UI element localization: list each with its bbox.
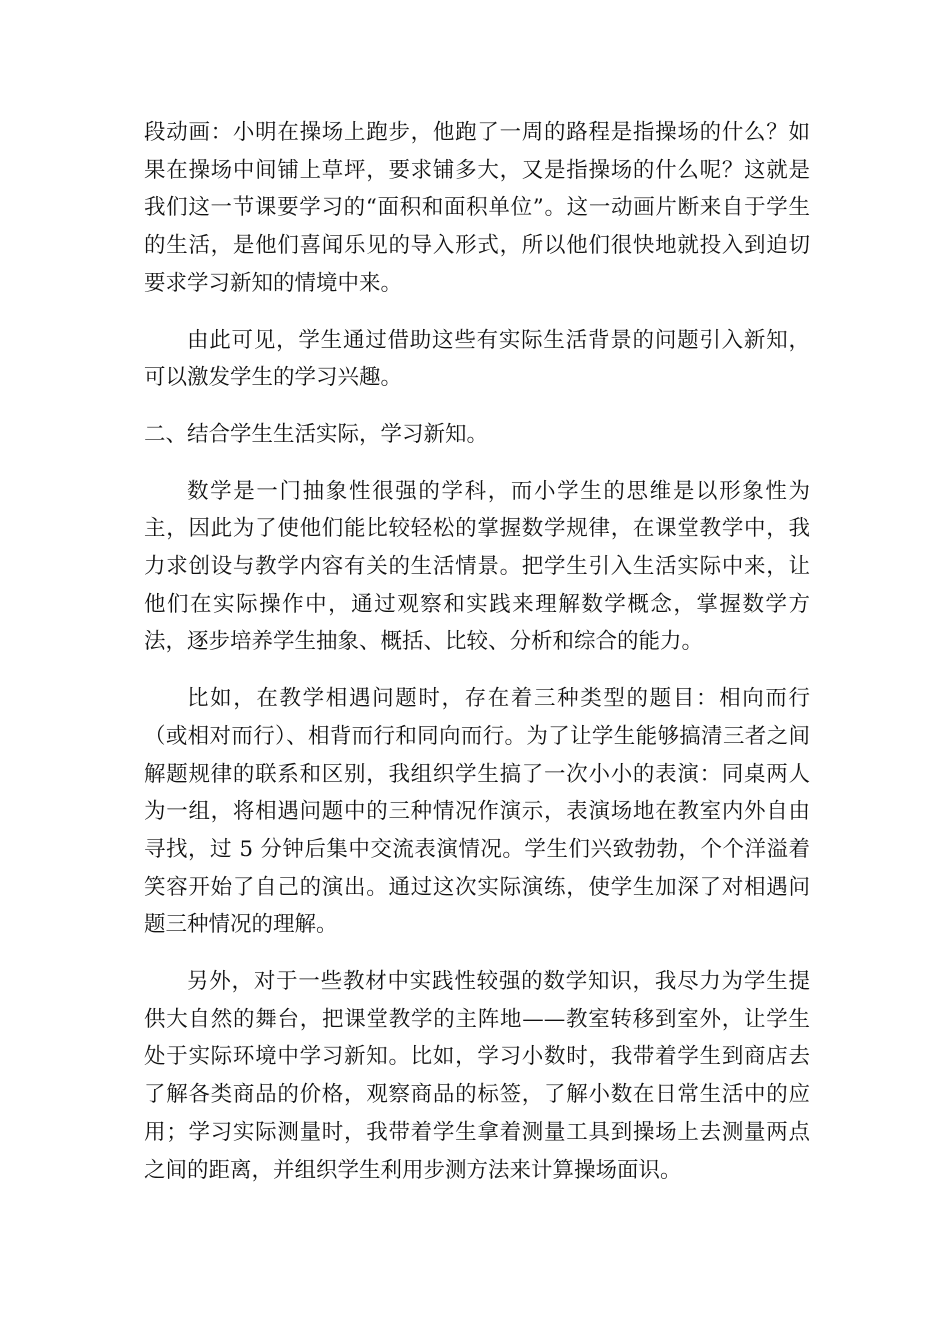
paragraph-abstract-math: 数学是一门抽象性很强的学科，而小学生的思维是以形象性为主，因此为了使他们能比较轻松的掌握数学规律，在课堂教学中，我力求创设与教学内容有关的生活情景。把学生引入生活实际中来，让他们在实际操作中，通过观察和实践来理解数学概念，掌握数学方法，逐步培养学生抽象、概括、比较、分析和综合的能力。 <box>144 478 810 655</box>
paragraph-conclusion-interest: 由此可见，学生通过借助这些有实际生活背景的问题引入新知，可以激发学生的学习兴趣。 <box>144 327 810 391</box>
document-body <box>144 114 810 1208</box>
paragraph-outdoor-learning: 另外，对于一些教材中实践性较强的数学知识，我尽力为学生提供大自然的舞台，把课堂教学的主阵地——教室转移到室外，让学生处于实际环境中学习新知。比如，学习小数时，我带着学生到商店去了解各类商品的价格，观察商品的标签，了解小数在日常生活中的应用；学习实际测量时，我带着学生拿着测量工具到操场上去测量两点之间的距离，并组织学生利用步测方法来计算操场面识。 <box>144 969 810 1183</box>
section-heading-2: 二、结合学生生活实际，学习新知。 <box>144 421 489 447</box>
paragraph-animation-intro: 段动画：小明在操场上跑步，他跑了一周的路程是指操场的什么？如果在操场中间铺上草坪，要求铺多大，又是指操场的什么呢？这就是我们这一节课要学习的“面积和面积单位”。这一动画片断来自于学生的生活，是他们喜闻乐见的导入形式，所以他们很快地就投入到迫切要求学习新知的情境中来。 <box>144 120 810 296</box>
paragraph-meeting-problem: 比如，在教学相遇问题时，存在着三种类型的题目：相向而行（或相对而行）、相背而行和同向而行。为了让学生能够搞清三者之间解题规律的联系和区别，我组织学生搞了一次小小的表演：同桌两人为一组，将相遇问题中的三种情况作演示，表演场地在教室内外自由寻找，过 5 分钟后集中交流表演情况。学生们兴致勃勃，个个洋溢着笑容开始了自己的演出。通过这次实际演练，使学生加深了对相遇问题三种情况的理解。 <box>144 686 810 938</box>
